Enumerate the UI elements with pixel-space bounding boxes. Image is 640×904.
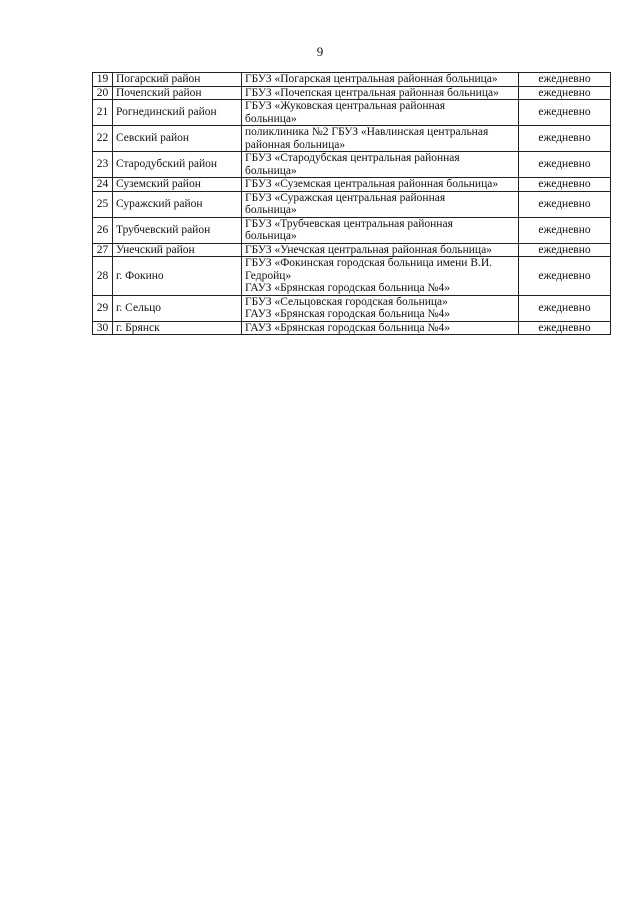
facility-line: ГБУЗ «Стародубская центральная районная: [245, 152, 460, 164]
area-cell: Почепский район: [113, 86, 242, 100]
table-row: [93, 217, 611, 243]
row-number-cell: 30: [93, 321, 113, 335]
table-row: [93, 321, 611, 335]
row-number-cell: 29: [93, 295, 113, 321]
facility-cell: [242, 100, 519, 126]
frequency-cell: ежедневно: [519, 152, 611, 178]
row-number-cell: 25: [93, 191, 113, 217]
table-row: [93, 243, 611, 257]
row-number-cell: 19: [93, 73, 113, 87]
facility-line: ГАУЗ «Брянская городская больница №4»: [245, 308, 450, 320]
facility-cell: [242, 217, 519, 243]
facility-cell: [242, 178, 519, 192]
facility-cell: [242, 257, 519, 296]
facility-line: больница»: [245, 230, 297, 242]
table-row: [93, 73, 611, 87]
frequency-cell: ежедневно: [519, 126, 611, 152]
facility-cell: [242, 152, 519, 178]
frequency-cell: ежедневно: [519, 257, 611, 296]
facility-cell: [242, 321, 519, 335]
facility-line: больница»: [245, 164, 297, 177]
row-number-cell: 26: [93, 217, 113, 243]
frequency-cell: ежедневно: [519, 295, 611, 321]
page-number: 9: [316, 44, 324, 59]
schedule-table: [92, 72, 611, 335]
table-row: [93, 100, 611, 126]
table-row: [93, 152, 611, 178]
row-number-cell: 23: [93, 152, 113, 178]
facility-line: больница»: [245, 204, 297, 216]
frequency-cell: ежедневно: [519, 73, 611, 87]
facility-cell: [242, 191, 519, 217]
area-cell: Погарский район: [113, 73, 242, 87]
facility-line: ГАУЗ «Брянская городская больница №4»: [245, 282, 450, 294]
facility-line: ГБУЗ «Суражская центральная районная: [245, 191, 446, 204]
table-row: [93, 86, 611, 100]
row-number-cell: 20: [93, 86, 113, 100]
area-cell: г. Сельцо: [113, 295, 242, 321]
facility-line: больница»: [245, 112, 297, 125]
facility-line: ГБУЗ «Унечская центральная районная больница»: [245, 243, 492, 256]
frequency-cell: ежедневно: [519, 217, 611, 243]
table-row: [93, 126, 611, 152]
row-number-cell: 24: [93, 178, 113, 192]
facility-line: поликлиника №2 ГБУЗ «Навлинская центральная: [245, 126, 489, 138]
table-row: [93, 257, 611, 296]
row-number-cell: 28: [93, 257, 113, 296]
facility-line: ГБУЗ «Фокинская городская больница имени В.И.: [245, 257, 493, 269]
area-cell: г. Фокино: [113, 257, 242, 296]
row-number-cell: 27: [93, 243, 113, 257]
area-cell: Рогнединский район: [113, 100, 242, 126]
table-row: [93, 178, 611, 192]
area-cell: Трубчевский район: [113, 217, 242, 243]
facility-cell: [242, 73, 519, 87]
facility-line: ГБУЗ «Суземская центральная районная больница»: [245, 178, 499, 190]
facility-line: ГБУЗ «Трубчевская центральная районная: [245, 217, 453, 230]
frequency-cell: ежедневно: [519, 178, 611, 192]
frequency-cell: ежедневно: [519, 191, 611, 217]
frequency-cell: ежедневно: [519, 243, 611, 257]
table-row: [93, 295, 611, 321]
table-row: [93, 191, 611, 217]
facility-cell: [242, 126, 519, 152]
facility-cell: [242, 243, 519, 257]
area-cell: Суражский район: [113, 191, 242, 217]
facility-cell: [242, 295, 519, 321]
area-cell: Севский район: [113, 126, 242, 152]
table-body: [93, 73, 611, 335]
facility-line: Гедройц»: [245, 269, 292, 282]
facility-line: ГАУЗ «Брянская городская больница №4»: [245, 321, 450, 334]
facility-cell: [242, 86, 519, 100]
area-cell: Суземский район: [113, 178, 242, 192]
facility-line: ГБУЗ «Жуковская центральная районная: [245, 100, 446, 112]
area-cell: Стародубский район: [113, 152, 242, 178]
area-cell: Унечский район: [113, 243, 242, 257]
facility-line: ГБУЗ «Почепская центральная районная больница»: [245, 86, 499, 99]
row-number-cell: 22: [93, 126, 113, 152]
facility-line: ГБУЗ «Сельцовская городская больница»: [245, 295, 448, 308]
frequency-cell: ежедневно: [519, 321, 611, 335]
row-number-cell: 21: [93, 100, 113, 126]
frequency-cell: ежедневно: [519, 100, 611, 126]
facility-line: районная больница»: [245, 138, 346, 151]
frequency-cell: ежедневно: [519, 86, 611, 100]
facility-line: ГБУЗ «Погарская центральная районная больница»: [245, 73, 498, 85]
area-cell: г. Брянск: [113, 321, 242, 335]
